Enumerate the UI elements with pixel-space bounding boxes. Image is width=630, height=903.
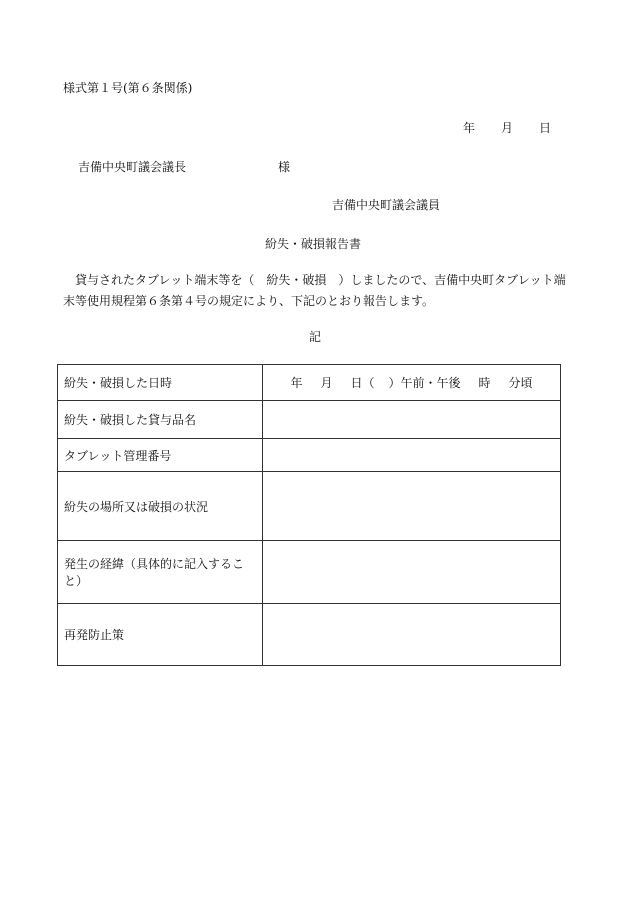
dt-minute: 分頃 [508,376,533,390]
addressee-suffix: 様 [278,160,291,174]
table-row [58,365,561,401]
document-title: 紛失・破損報告書 [265,237,362,251]
body-paragraph [63,270,575,312]
table-row [58,439,561,472]
management-number-field[interactable] [263,439,561,472]
table-row [58,472,561,541]
date-year-label: 年 [463,121,476,135]
circumstances-field[interactable] [263,541,561,604]
note-mark: 記 [309,330,322,344]
reporter: 吉備中央町議会議員 [332,198,441,212]
table-row [58,604,561,666]
prevention-field[interactable] [263,604,561,666]
report-table [57,364,561,666]
body-text: 貸与されたタブレット端末等を（ 紛失・破損 ）しましたので、吉備中央町タブレット端末等使用規程第６条第４号の規定により、下記のとおり報告します。 [63,273,566,308]
date-month-label: 月 [501,121,514,135]
row-label: 発生の経緯（具体的に記入すること） [58,541,263,604]
row-label: タブレット管理番号 [58,439,263,472]
report-date [463,119,551,136]
dt-month: 月 [320,376,333,390]
form-number: 様式第１号(第６条関係) [63,81,193,95]
dt-hour: 時 [478,376,491,390]
dt-year: 年 [290,376,303,390]
item-name-field[interactable] [263,401,561,439]
table-row [58,541,561,604]
situation-field[interactable] [263,472,561,541]
row-label: 紛失・破損した日時 [58,365,263,401]
table-row [58,401,561,439]
row-label: 紛失の場所又は破損の状況 [58,472,263,541]
date-day-label: 日 [539,121,552,135]
dt-ampm: ）午前・午後 [388,376,461,390]
row-label: 再発防止策 [58,604,263,666]
row-label: 紛失・破損した貸与品名 [58,401,263,439]
dt-day: 日（ [350,376,375,390]
addressee: 吉備中央町議会議長 [78,160,187,174]
datetime-field[interactable] [263,365,561,401]
